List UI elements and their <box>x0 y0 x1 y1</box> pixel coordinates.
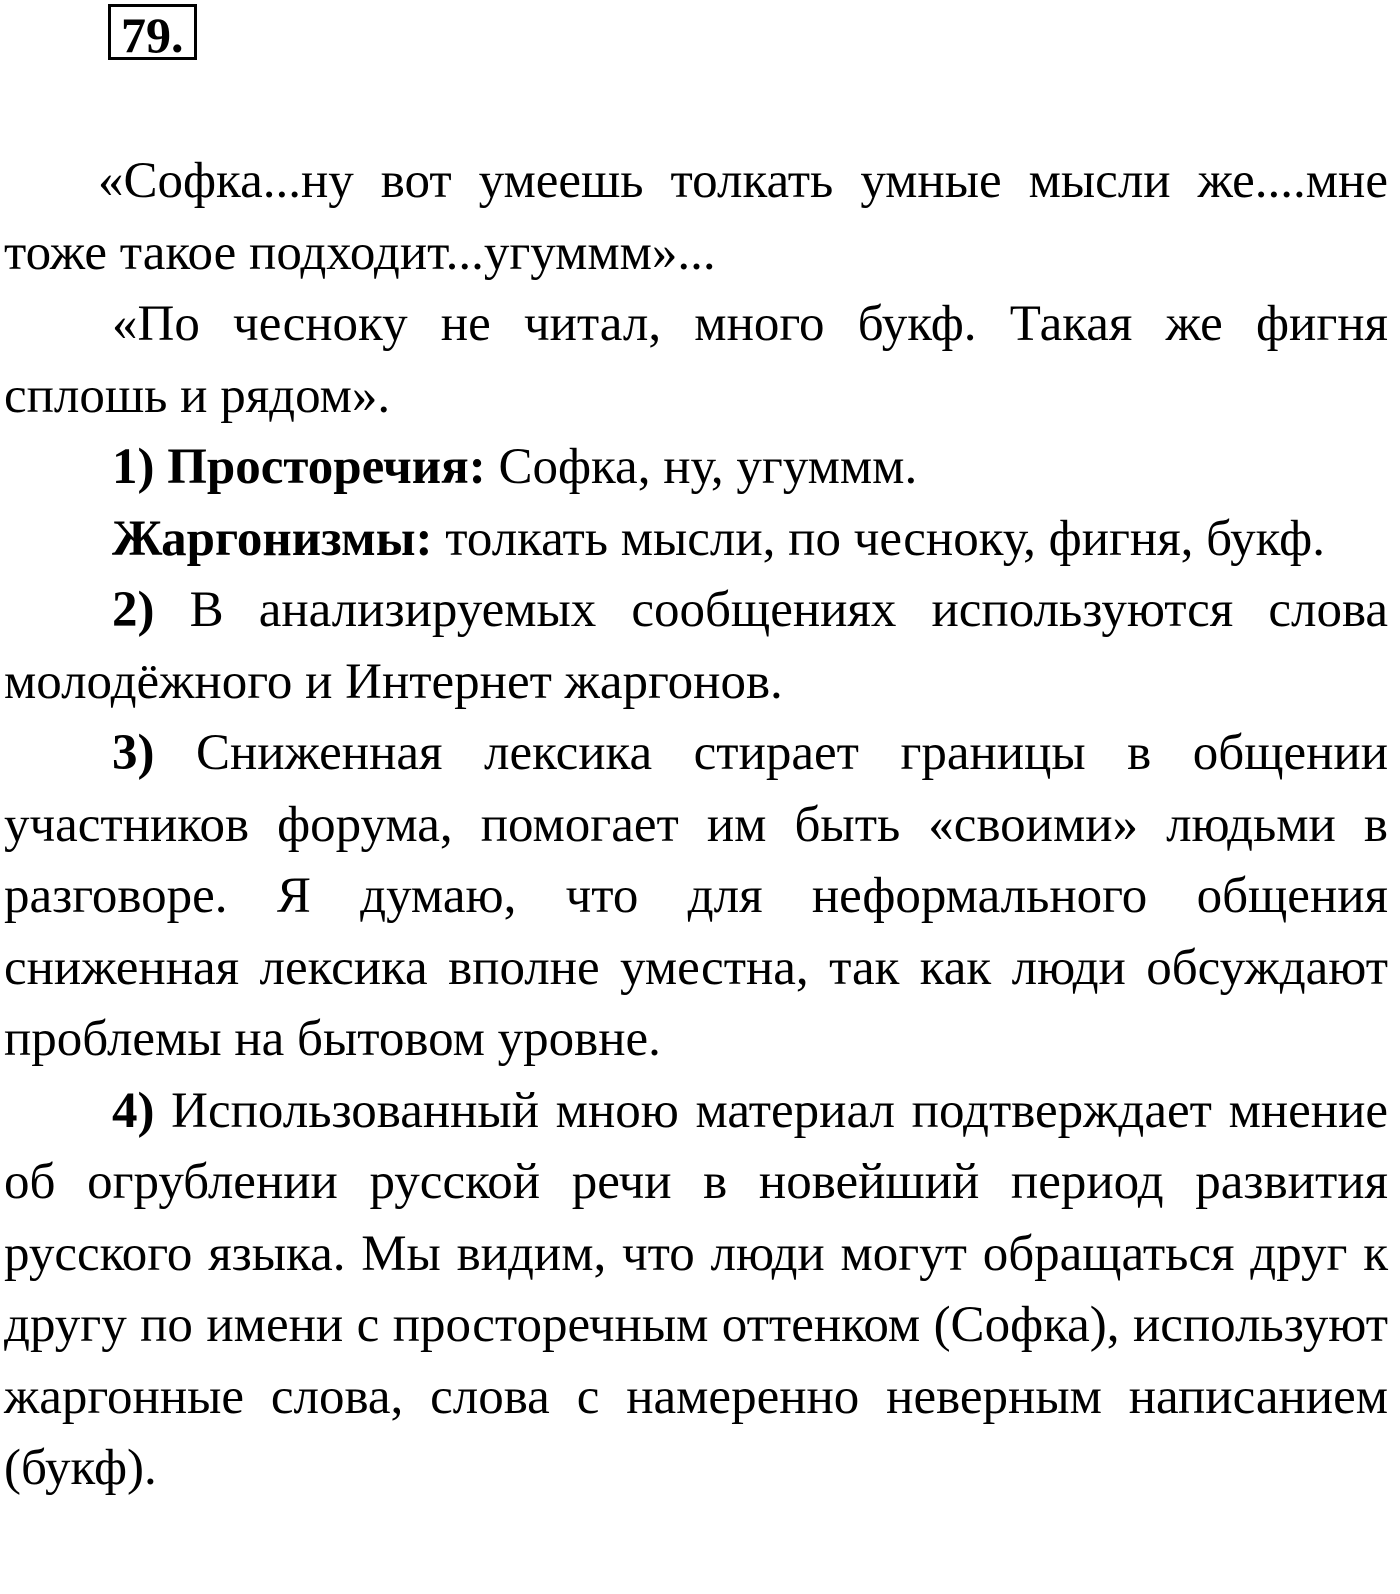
item-3-text: Сниженная лексика стирает границы в общении участников форума, помогает им быть «своими» людьми в разговоре. Я думаю, что для неформального общения сниженная лексика вполне уместна, так как люди обсуждают проблемы на бытовом уровне. <box>4 725 1388 1067</box>
item-3-label: 3) <box>112 725 155 781</box>
item-2-label: 2) <box>112 582 155 638</box>
item-1b-paragraph <box>4 504 1388 576</box>
item-1-text: Софка, ну, угуммм. <box>485 439 918 495</box>
item-1-label: 1) Просторечия: <box>112 439 486 495</box>
answer-text <box>4 146 1388 1505</box>
task-number-box: 79. <box>108 4 197 60</box>
item-3-paragraph <box>4 718 1388 1076</box>
item-1-paragraph <box>4 432 1388 504</box>
item-4-text: Использованный мною материал подтверждает мнение об огрублении русской речи в новейший период развития русского языка. Мы видим, что люди могут обращаться друг к другу по имени с просторечным оттенком (Софка), используют жаргонные слова, слова с намеренно неверным написанием (букф). <box>4 1082 1388 1496</box>
item-4-paragraph <box>4 1076 1388 1505</box>
item-1b-label: Жаргонизмы: <box>112 510 433 567</box>
quote-paragraph-1: «Софка...ну вот умеешь толкать умные мысли же....мне тоже такое подходит...угуммм»... <box>4 153 1388 281</box>
quote-paragraph-2: «По чесноку не читал, много букф. Такая же фигня сплошь и рядом». <box>4 296 1388 424</box>
item-1b-text: толкать мысли, по чесноку, фигня, букф. <box>432 510 1325 567</box>
item-2-paragraph <box>4 575 1388 718</box>
item-2-text: В анализируемых сообщениях используются слова молодёжного и Интернет жаргонов. <box>4 582 1388 710</box>
item-4-label: 4) <box>112 1082 155 1139</box>
